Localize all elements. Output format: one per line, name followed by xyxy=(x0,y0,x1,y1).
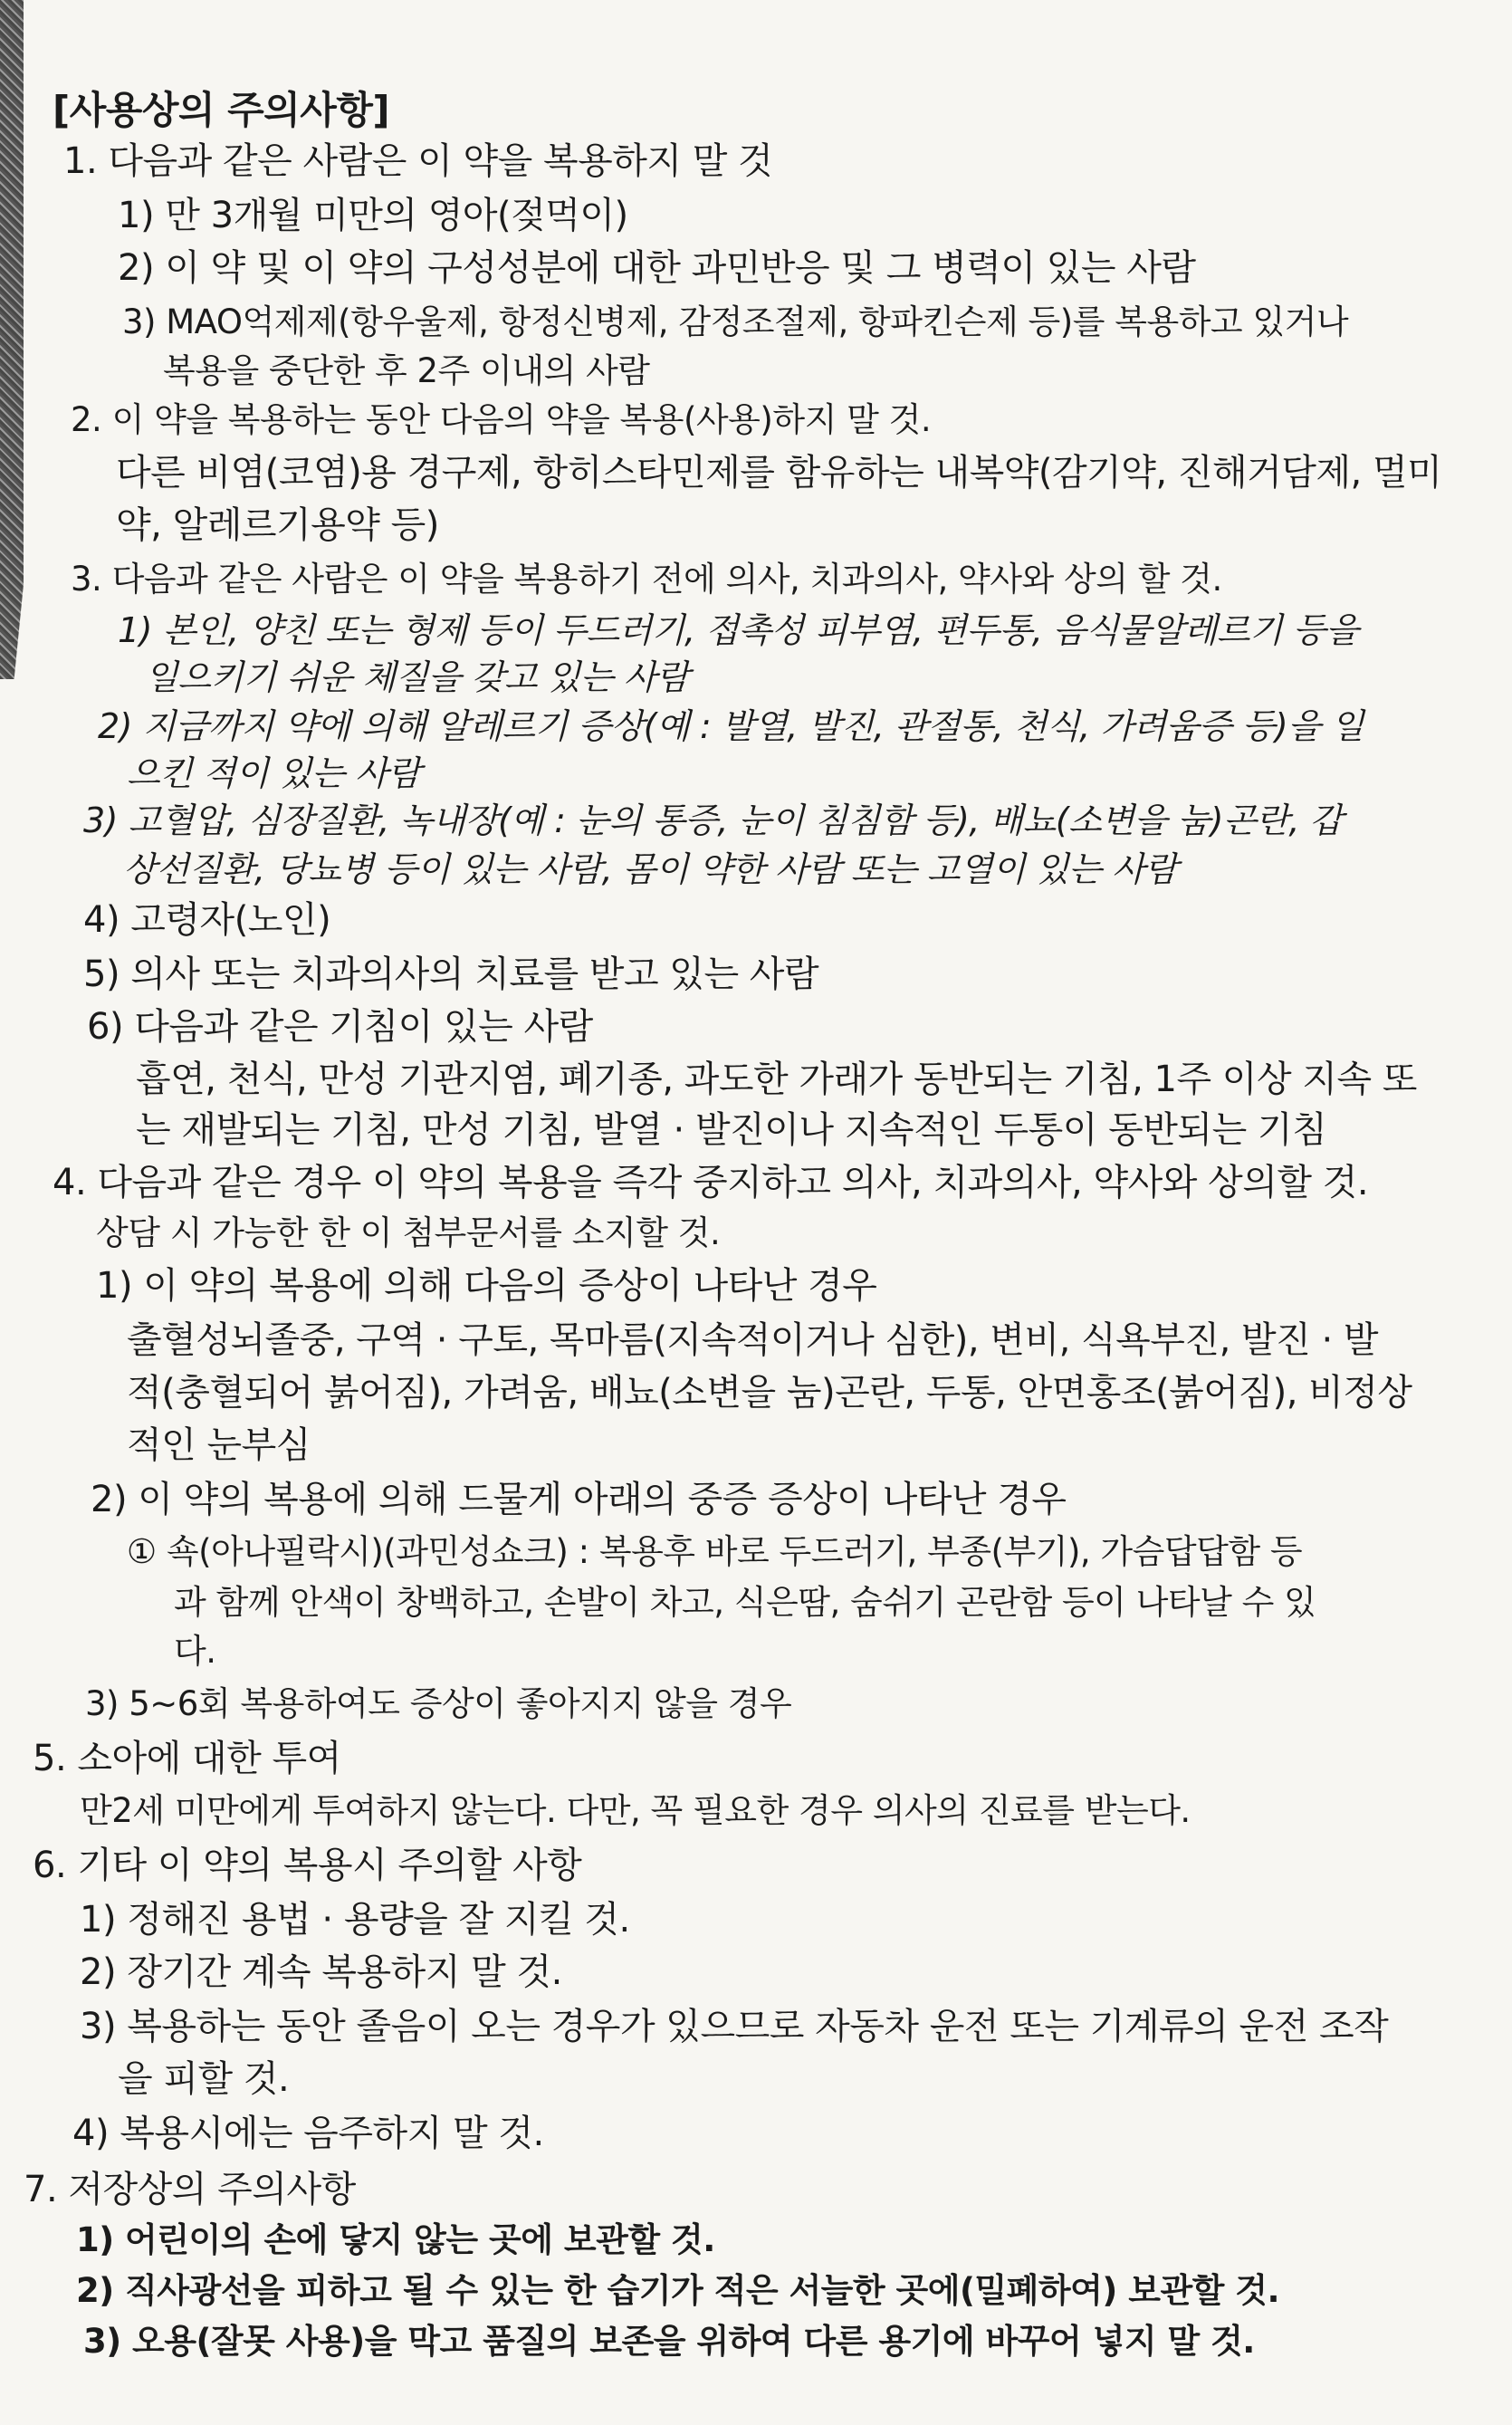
section-4-item-2-sub-1: ① 쇽(아나필락시)(과민성쇼크) : 복용후 바로 두드러기, 부종(부기), 가슴답답함 등 xyxy=(127,1532,1303,1571)
section-3-item-6: 6) 다음과 같은 기침이 있는 사람 xyxy=(87,1006,593,1048)
section-6-heading: 6. 기타 이 약의 복용시 주의할 사항 xyxy=(33,1845,582,1886)
section-3-item-5: 5) 의사 또는 치과의사의 치료를 받고 있는 사람 xyxy=(83,954,819,995)
section-3-item-1: 1) 본인, 양친 또는 형제 등이 두드러기, 접촉성 피부염, 편두통, 음식물알레르기 등을 xyxy=(118,610,1359,650)
section-1-item-1: 1) 만 3개월 미만의 영아(젖먹이) xyxy=(118,195,628,236)
section-2-body: 다른 비염(코염)용 경구제, 항히스타민제를 함유하는 내복약(감기약, 진해거담제, 멀미 xyxy=(116,452,1442,494)
section-3-item-2-cont: 으킨 적이 있는 사람 xyxy=(127,753,421,793)
section-2-body-cont: 약, 알레르기용약 등) xyxy=(116,504,439,546)
section-5-heading: 5. 소아에 대한 투여 xyxy=(33,1738,341,1779)
section-4-item-2: 2) 이 약의 복용에 의해 드물게 아래의 중증 증상이 나타난 경우 xyxy=(91,1479,1067,1520)
section-2-heading: 2. 이 약을 복용하는 동안 다음의 약을 복용(사용)하지 말 것. xyxy=(71,400,932,439)
section-3-heading: 3. 다음과 같은 사람은 이 약을 복용하기 전에 의사, 치과의사, 약사와 상의 할 것. xyxy=(71,560,1222,599)
section-1-heading: 1. 다음과 같은 사람은 이 약을 복용하지 말 것 xyxy=(63,140,773,182)
section-4-heading: 4. 다음과 같은 경우 이 약의 복용을 즉각 중지하고 의사, 치과의사, 약사와 상의할 것. xyxy=(53,1162,1369,1203)
section-3-item-1-cont: 일으키기 쉬운 체질을 갖고 있는 사람 xyxy=(145,657,690,697)
section-3-item-3: 3) 고혈압, 심장질환, 녹내장(예 : 눈의 통증, 눈이 침침함 등), 배뇨(소변을 눔)곤란, 갑 xyxy=(83,800,1343,840)
section-7-item-3: 3) 오용(잘못 사용)을 막고 품질의 보존을 위하여 다른 용기에 바꾸어 넣지 말 것. xyxy=(83,2322,1255,2361)
section-title: [사용상의 주의사항] xyxy=(53,88,390,132)
section-5-body: 만2세 미만에게 투여하지 않는다. 다만, 꼭 필요한 경우 의사의 진료를 받는다. xyxy=(80,1791,1191,1830)
section-3-item-6-body: 흡연, 천식, 만성 기관지염, 폐기종, 과도한 가래가 동반되는 기침, 1주 이상 지속 또 xyxy=(136,1059,1417,1100)
section-3-item-2: 2) 지금까지 약에 의해 알레르기 증상(예 : 발열, 발진, 관절통, 천식, 가려움증 등)을 일 xyxy=(98,706,1364,746)
section-4-item-3: 3) 5~6회 복용하여도 증상이 좋아지지 않을 경우 xyxy=(85,1684,792,1723)
section-1-item-2: 2) 이 약 및 이 약의 구성성분에 대한 과민반응 및 그 병력이 있는 사람 xyxy=(118,247,1196,289)
section-1-item-3-cont: 복용을 중단한 후 2주 이내의 사람 xyxy=(163,351,650,390)
section-6-item-3-cont: 을 피할 것. xyxy=(118,2058,290,2100)
section-4-item-1-body-cont: 적(충혈되어 붉어짐), 가려움, 배뇨(소변을 눔)곤란, 두통, 안면홍조(붉어짐), 비정상 xyxy=(127,1372,1412,1414)
section-3-item-6-body-cont: 는 재발되는 기침, 만성 기침, 발열 · 발진이나 지속적인 두통이 동반되는 기침 xyxy=(136,1109,1327,1151)
section-7-item-2: 2) 직사광선을 피하고 될 수 있는 한 습기가 적은 서늘한 곳에(밀폐하여) 보관할 것. xyxy=(76,2271,1280,2310)
section-6-item-1: 1) 정해진 용법 · 용량을 잘 지킬 것. xyxy=(80,1899,630,1941)
section-7-item-1: 1) 어린이의 손에 닿지 않는 곳에 보관할 것. xyxy=(76,2220,715,2259)
section-1-item-3: 3) MAO억제제(항우울제, 항정신병제, 감정조절제, 항파킨슨제 등)를 복용하고 있거나 xyxy=(122,302,1349,341)
section-6-item-4: 4) 복용시에는 음주하지 말 것. xyxy=(72,2113,544,2154)
section-4-item-1: 1) 이 약의 복용에 의해 다음의 증상이 나타난 경우 xyxy=(96,1265,877,1307)
section-3-item-4: 4) 고령자(노인) xyxy=(83,899,331,941)
section-6-item-2: 2) 장기간 계속 복용하지 말 것. xyxy=(80,1951,562,1993)
section-6-item-3: 3) 복용하는 동안 졸음이 오는 경우가 있으므로 자동차 운전 또는 기계류의 운전 조작 xyxy=(80,2006,1389,2047)
section-4-note: 상담 시 가능한 한 이 첨부문서를 소지할 것. xyxy=(96,1213,721,1252)
section-4-item-2-sub-1-end: 다. xyxy=(174,1632,216,1671)
section-3-item-3-cont: 상선질환, 당뇨병 등이 있는 사람, 몸이 약한 사람 또는 고열이 있는 사람 xyxy=(123,849,1178,889)
section-4-item-2-sub-1-cont: 과 함께 안색이 창백하고, 손발이 차고, 식은땀, 숨쉬기 곤란함 등이 나타날 수 있 xyxy=(174,1583,1316,1622)
section-4-item-1-body-end: 적인 눈부심 xyxy=(127,1424,311,1466)
section-7-heading: 7. 저장상의 주의사항 xyxy=(24,2169,356,2210)
section-4-item-1-body: 출혈성뇌졸중, 구역 · 구토, 목마름(지속적이거나 심한), 변비, 식욕부진, 발진 · 발 xyxy=(127,1319,1379,1361)
